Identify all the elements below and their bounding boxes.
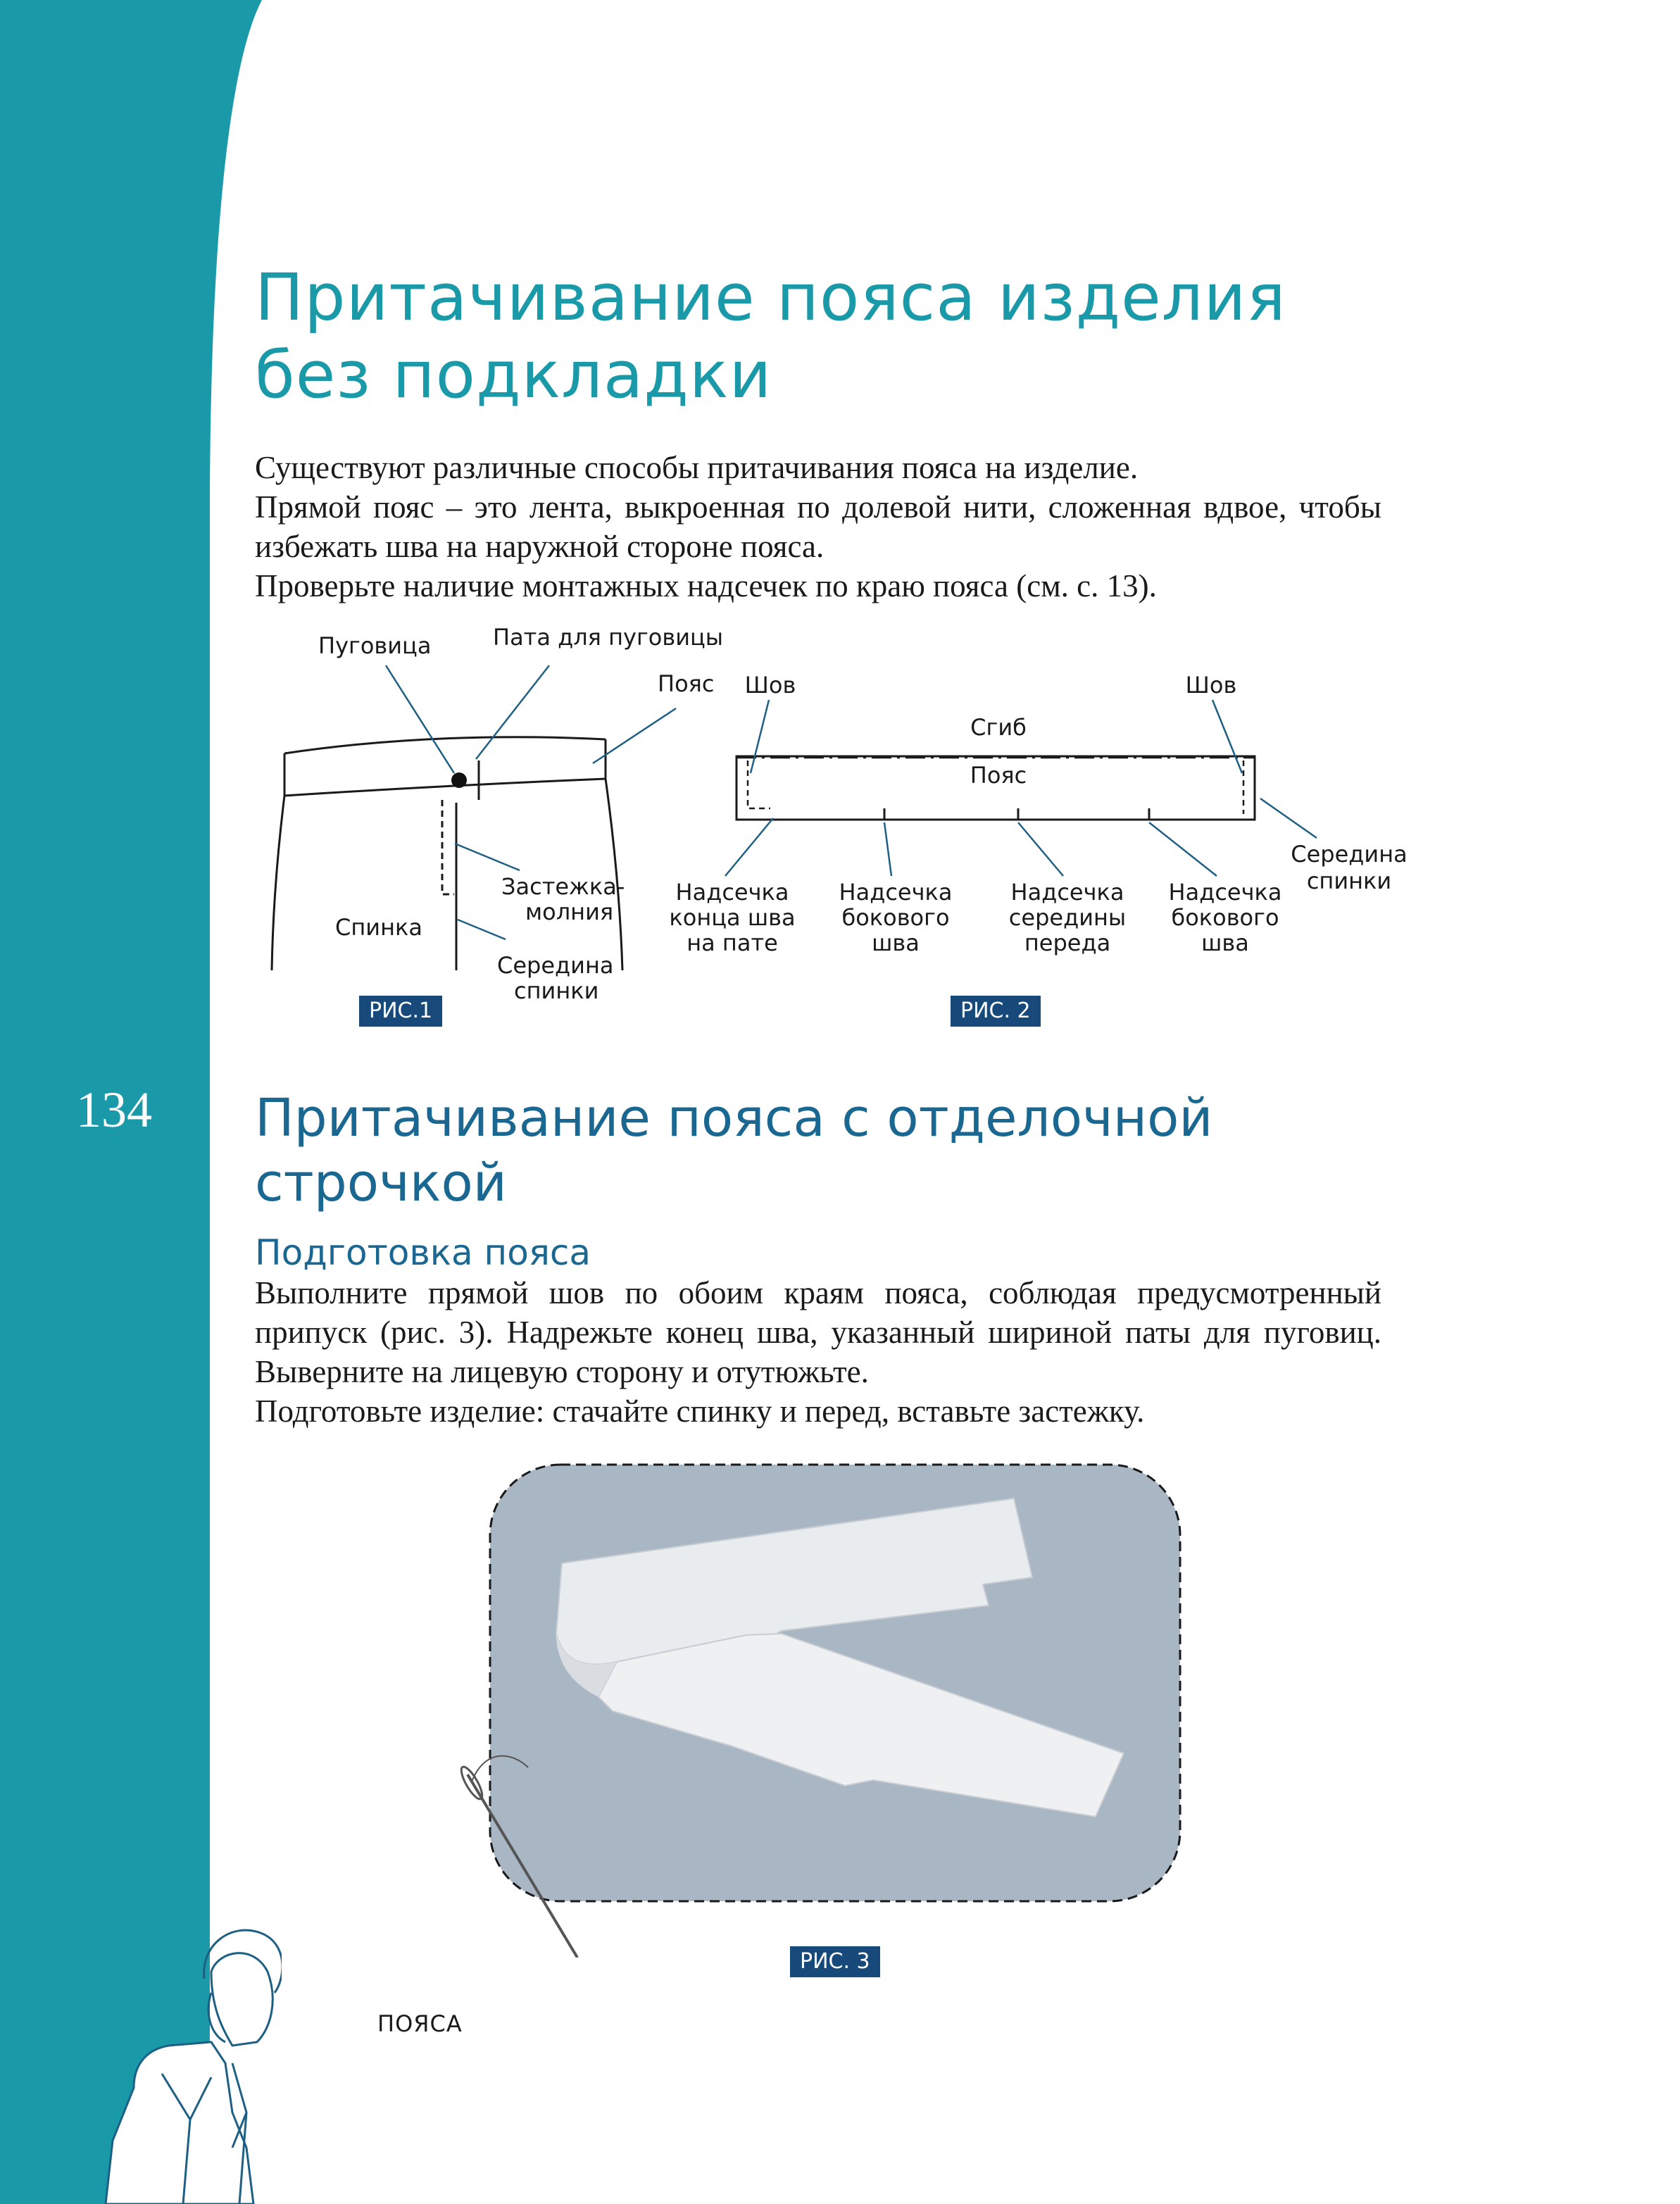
callout-notch-side1-3: шва (872, 929, 920, 956)
section-2-title-line-2: строчкой (255, 1153, 507, 1213)
callout-button: Пуговица (318, 632, 432, 659)
button-icon (451, 772, 467, 788)
callout-seam-right: Шов (1185, 672, 1237, 699)
waistband-diagrams (0, 0, 1680, 1056)
callout-button-tab: Пата для пуговицы (493, 624, 724, 651)
callout-notch-side2-1: Надсечка (1168, 879, 1282, 906)
section-2-title-line-1: Притачивание пояса с отделочной (255, 1088, 1213, 1148)
paragraph: Проверьте наличие монтажных надсечек по краю пояса (см. с. 13). (255, 568, 1157, 603)
callout-waistband-flat: Пояс (970, 762, 1027, 789)
paragraph: Существуют различные способы притачивания пояса на изделие. (255, 450, 1139, 485)
figure-2-callouts (669, 672, 1407, 956)
callout-waistband: Пояс (658, 670, 715, 697)
callout-notch-tab-2: конца шва (669, 904, 796, 931)
callout-center-back-1: Середина (1291, 841, 1408, 868)
section-2-text (255, 1273, 1381, 1431)
callout-zipper-1: Застежка- (501, 873, 625, 900)
callout-center-back-2: спинки (514, 977, 599, 1004)
running-footer: ПОЯСА (377, 2010, 463, 2037)
callout-notch-side1-2: бокового (841, 904, 950, 931)
section-title-line-2: без подкладки (255, 337, 772, 413)
callout-seam-left: Шов (744, 672, 796, 699)
callout-center-back-2: спинки (1306, 868, 1392, 894)
callout-notch-front-3: переда (1024, 929, 1111, 956)
page-number: 134 (76, 1082, 152, 1138)
callout-notch-side1-1: Надсечка (839, 879, 953, 906)
callout-notch-side2-3: шва (1201, 929, 1249, 956)
figure-3-label: РИС. 3 (790, 1946, 880, 1977)
waistband-photo (451, 1451, 1197, 1958)
callout-notch-front-1: Надсечка (1010, 879, 1124, 906)
callout-fold: Сгиб (970, 714, 1027, 741)
callout-notch-tab-3: на пате (687, 929, 778, 956)
subsection-title: Подготовка пояса (255, 1232, 591, 1273)
callout-notch-front-2: середины (1008, 904, 1127, 931)
figure-1-callouts (318, 624, 723, 1004)
callout-zipper-2: молния (525, 898, 614, 925)
section-title-line-1: Притачивание пояса изделия (255, 260, 1286, 335)
paragraph: Прямой пояс – это лента, выкроенная по долевой нити, сложенная вдвое, чтобы избежать шва на наружной стороне пояса. (255, 489, 1381, 564)
callout-notch-side2-2: бокового (1171, 904, 1279, 931)
callout-back: Спинка (335, 914, 422, 941)
paragraph: Выполните прямой шов по обоим краям пояса, соблюдая предусмотренный припуск (рис. 3). Надрежьте конец шва, указанный шириной паты для пуговиц. Выверните на лицевую сторону и отутюжьте. (255, 1275, 1381, 1389)
figure-1-label: РИС.1 (359, 996, 442, 1027)
paragraph: Подготовьте изделие: стачайте спинку и перед, вставьте застежку. (255, 1394, 1145, 1429)
trousers-drawing (272, 737, 622, 970)
callout-center-back-1: Середина (497, 952, 614, 979)
callout-notch-tab-1: Надсечка (675, 879, 789, 906)
figure-2-label: РИС. 2 (951, 996, 1041, 1027)
